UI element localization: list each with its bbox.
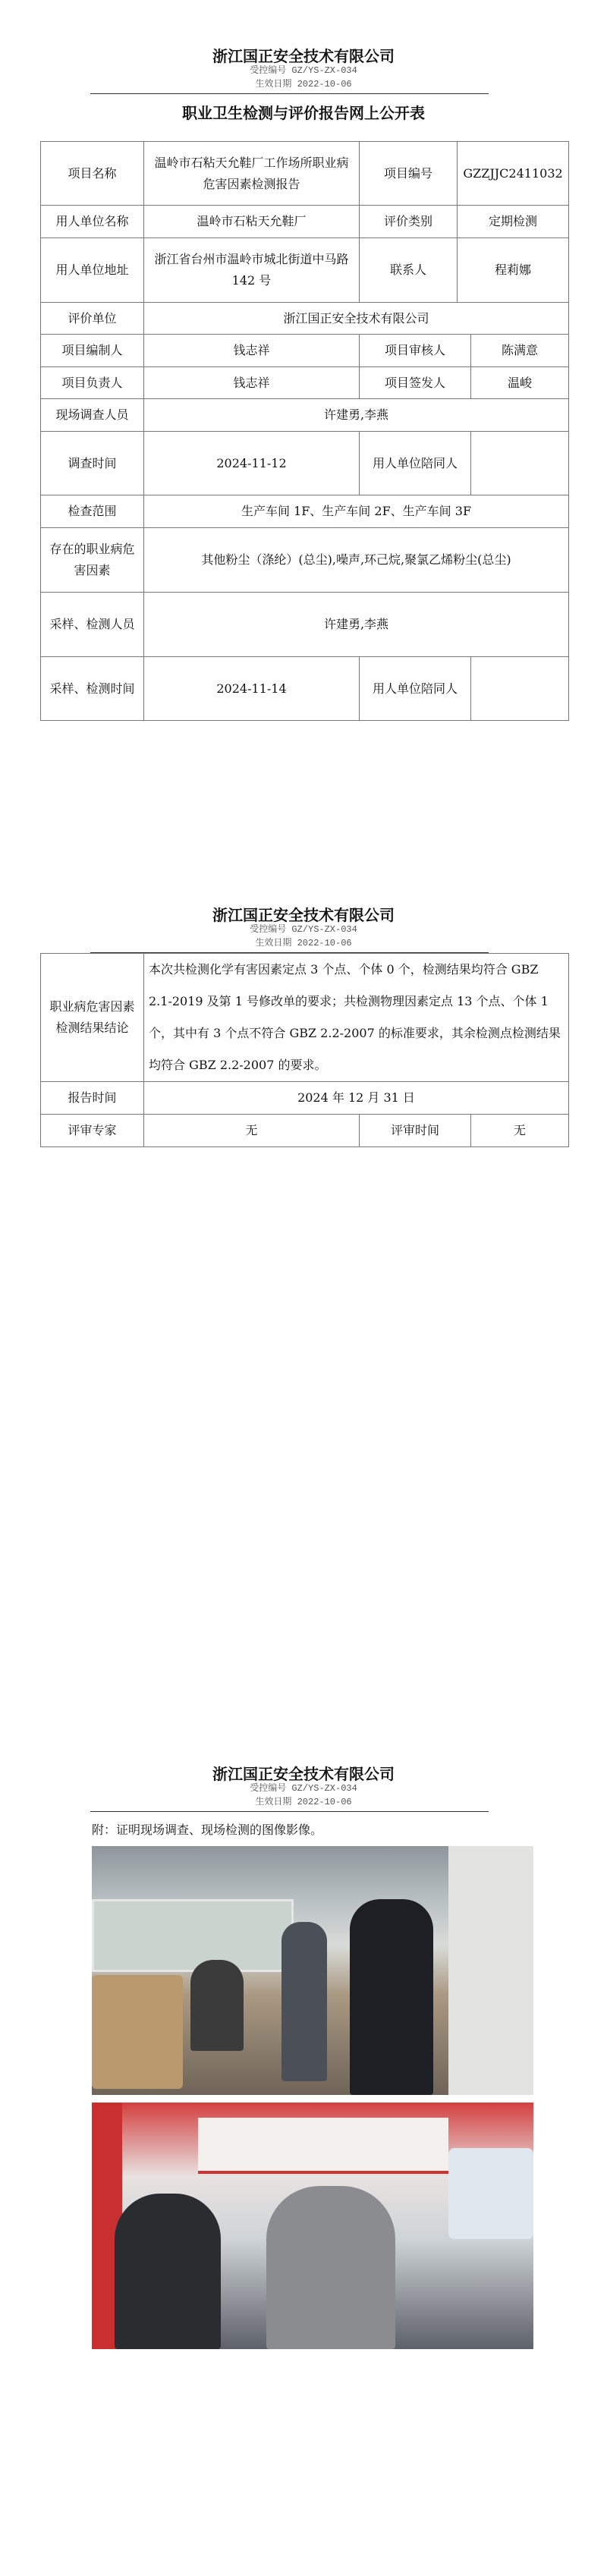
accompany2-label: 用人单位陪同人 (360, 657, 471, 721)
scope: 生产车间 1F、生产车间 2F、生产车间 3F (144, 495, 569, 528)
leader-label: 项目负责人 (41, 367, 144, 399)
compiler: 钱志祥 (144, 335, 360, 367)
conclusion-label: 职业病危害因素检测结果结论 (41, 954, 144, 1082)
control-number: 受控编号 GZ/YS-ZX-034 (250, 65, 357, 76)
disclosure-table (40, 141, 569, 721)
experts: 无 (144, 1115, 360, 1147)
report-time: 2024 年 12 月 31 日 (144, 1082, 569, 1115)
sample-time: 2024-11-14 (144, 657, 360, 721)
company-name-p3: 浙江国正安全技术有限公司 (212, 1765, 395, 1783)
project-name: 温岭市石粘天允鞋厂工作场所职业病危害因素检测报告 (144, 142, 360, 206)
review-time: 无 (471, 1115, 569, 1147)
accompany-label: 用人单位陪同人 (360, 432, 471, 495)
eval-type-label: 评价类别 (360, 206, 458, 238)
contact-label: 联系人 (360, 238, 458, 303)
scope-label: 检查范围 (41, 495, 144, 528)
samplers: 许建勇,李燕 (144, 593, 569, 657)
employer-label: 用人单位名称 (41, 206, 144, 238)
accompany2-value (471, 657, 569, 721)
evaluator: 浙江国正安全技术有限公司 (144, 303, 569, 335)
header-divider-p3 (90, 1811, 489, 1812)
surveyors-label: 现场调查人员 (41, 399, 144, 432)
project-name-label: 项目名称 (41, 142, 144, 206)
page-title: 职业卫生检测与评价报告网上公开表 (182, 104, 425, 122)
reviewer: 陈满意 (471, 335, 569, 367)
eval-type: 定期检测 (458, 206, 569, 238)
project-no: GZZJJC2411032 (458, 142, 569, 206)
samplers-label: 采样、检测人员 (41, 593, 144, 657)
sample-time-label: 采样、检测时间 (41, 657, 144, 721)
evaluator-label: 评价单位 (41, 303, 144, 335)
surveyors: 许建勇,李燕 (144, 399, 569, 432)
effective-date: 生效日期 2022-10-06 (255, 79, 352, 90)
conclusion: 本次共检测化学有害因素定点 3 个点、个体 0 个，检测结果均符合 GBZ 2.1-2019 及第 1 号修改单的要求；共检测物理因素定点 13 个点、个体 1 个，其中有 3 个点不符合 GBZ 2.2-2007 的标准要求，其余检测点检测结果均符合 GBZ 2.2-2007 的要求。 (144, 954, 569, 1082)
contact: 程莉娜 (458, 238, 569, 303)
compiler-label: 项目编制人 (41, 335, 144, 367)
address: 浙江省台州市温岭市城北街道中马路 142 号 (144, 238, 360, 303)
employer: 温岭市石粘天允鞋厂 (144, 206, 360, 238)
accompany-value (471, 432, 569, 495)
hazards: 其他粉尘（涤纶）(总尘),噪声,环己烷,聚氯乙烯粉尘(总尘) (144, 528, 569, 593)
survey-time-label: 调查时间 (41, 432, 144, 495)
survey-time: 2024-11-12 (144, 432, 360, 495)
project-no-label: 项目编号 (360, 142, 458, 206)
control-number-p3: 受控编号 GZ/YS-ZX-034 (250, 1783, 357, 1794)
attachment-note: 附：证明现场调查、现场检测的图像影像。 (92, 1823, 323, 1837)
header-divider (90, 93, 489, 94)
issuer: 温峻 (471, 367, 569, 399)
experts-label: 评审专家 (41, 1115, 144, 1147)
issuer-label: 项目签发人 (360, 367, 471, 399)
reviewer-label: 项目审核人 (360, 335, 471, 367)
conclusion-table (40, 953, 569, 1147)
site-testing-photo (92, 2103, 533, 2349)
company-name: 浙江国正安全技术有限公司 (212, 47, 395, 65)
effective-date-p3: 生效日期 2022-10-06 (255, 1797, 352, 1807)
hazards-label: 存在的职业病危害因素 (41, 528, 144, 593)
address-label: 用人单位地址 (41, 238, 144, 303)
leader: 钱志祥 (144, 367, 360, 399)
control-number-p2: 受控编号 GZ/YS-ZX-034 (250, 924, 357, 935)
company-name-p2: 浙江国正安全技术有限公司 (212, 906, 395, 924)
report-time-label: 报告时间 (41, 1082, 144, 1115)
review-time-label: 评审时间 (360, 1115, 471, 1147)
effective-date-p2: 生效日期 2022-10-06 (255, 938, 352, 948)
site-survey-photo (92, 1846, 533, 2095)
